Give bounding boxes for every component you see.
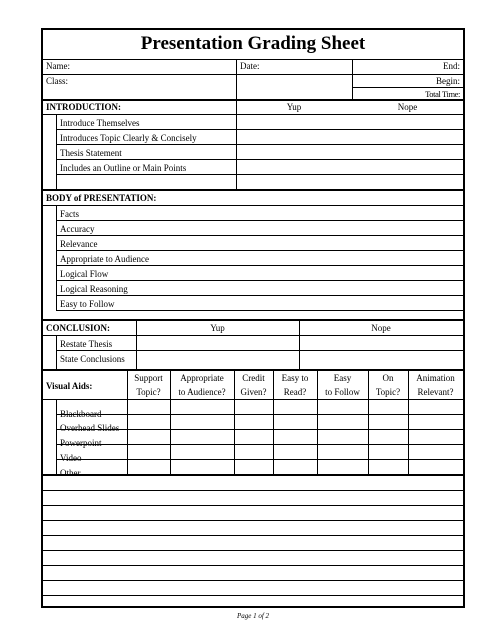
class-label: Class: [46,76,69,86]
introduction-nope-label: Nope [397,102,418,112]
divider [43,205,463,206]
divider [56,444,463,445]
visual-aid-item: Blackboard [60,409,102,419]
body-item: Facts [60,209,79,219]
page-title: Presentation Grading Sheet [140,33,366,54]
page-number: Page 1 of 2 [236,612,270,620]
visual-aids-heading: Visual Aids: [46,381,93,391]
visual-aids-column-header: Appropriate [180,373,224,383]
divider [352,87,463,88]
notes-line [43,595,463,596]
introduction-heading: INTRODUCTION: [46,102,122,112]
divider [56,129,463,130]
notes-line [43,505,463,506]
divider [43,335,463,336]
divider [56,414,463,415]
divider [136,320,137,369]
visual-aids-column-header: Read? [283,387,307,397]
divider [56,399,57,474]
introduction-item: Introduces Topic Clearly & Concisely [60,133,197,143]
divider [56,429,463,430]
visual-aid-item: Other [60,468,81,478]
divider [56,159,463,160]
conclusion-yup-label: Yup [210,323,225,333]
divider [56,295,463,296]
notes-line [43,580,463,581]
visual-aids-column-header: Animation [416,373,455,383]
conclusion-item: State Conclusions [60,354,125,364]
body-item: Relevance [60,239,98,249]
visual-aids-column-header: Topic? [136,387,161,397]
grading-sheet [41,28,465,620]
divider [56,350,463,351]
conclusion-heading: CONCLUSION: [46,323,111,333]
introduction-item: Thesis Statement [60,148,122,158]
divider [56,310,463,311]
divider [299,320,300,369]
divider [56,174,463,175]
visual-aids-column-header: Given? [240,387,267,397]
divider [43,189,463,191]
visual-aids-column-header: Credit [242,373,265,383]
notes-line [43,565,463,566]
conclusion-item: Restate Thesis [60,339,113,349]
visual-aids-column-header: Support [134,373,163,383]
divider [56,280,463,281]
introduction-yup-label: Yup [286,102,302,112]
divider [56,459,463,460]
divider [352,59,353,99]
body-heading: BODY of PRESENTATION: [46,193,157,203]
body-item: Accuracy [60,224,95,234]
introduction-item: Includes an Outline or Main Points [60,163,187,173]
begin-label: Begin: [436,76,460,86]
body-item: Logical Flow [60,269,109,279]
divider [43,474,463,476]
visual-aids-column-header: On [382,373,394,383]
date-label: Date: [240,61,260,71]
name-label: Name: [46,61,70,71]
divider [56,250,463,251]
divider [56,335,57,369]
notes-line [43,490,463,491]
visual-aids-column-header: to Follow [325,387,360,397]
end-label: End: [443,61,460,71]
visual-aids-column-header: Easy [333,373,352,383]
introduction-item: Introduce Themselves [60,118,140,128]
divider [43,74,463,75]
visual-aids-column-header: Topic? [375,387,401,397]
divider [56,265,463,266]
divider [43,369,463,371]
notes-line [43,535,463,536]
body-item: Easy to Follow [60,299,115,309]
divider [56,220,463,221]
divider [43,114,463,115]
divider [43,59,463,60]
visual-aids-column-header: to Audience? [178,387,226,397]
notes-line [43,520,463,521]
visual-aid-item: Powerpoint [60,438,102,448]
divider [43,319,463,321]
total-time-label: Total Time: [425,89,460,99]
divider [43,399,463,400]
visual-aids-column-header: Easy to [281,373,309,383]
visual-aids-column-header: Relevant? [417,387,454,397]
divider [56,235,463,236]
divider [56,144,463,145]
divider [236,59,237,99]
visual-aid-item: Overhead Slides [60,423,120,433]
divider [43,99,463,101]
conclusion-nope-label: Nope [371,323,391,333]
notes-line [43,550,463,551]
body-item: Logical Reasoning [60,284,128,294]
divider [56,114,57,189]
body-item: Appropriate to Audience [60,254,149,264]
visual-aid-item: Video [60,453,82,463]
